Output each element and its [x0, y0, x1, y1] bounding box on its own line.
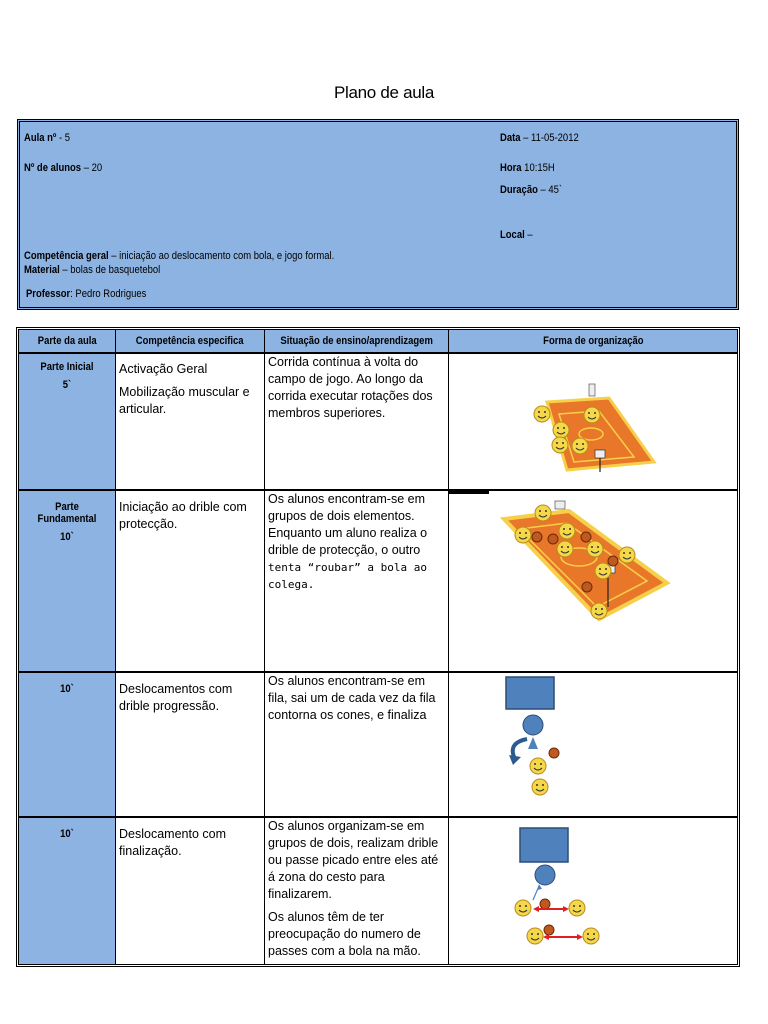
hoop-icon: [535, 865, 555, 885]
header-part: Parte da aula: [19, 330, 116, 354]
lesson-location: Local –: [500, 229, 533, 241]
backboard-top: [555, 501, 565, 509]
teacher: Professor: Pedro Rodrigues: [26, 288, 147, 300]
passing-drill-diagram: [449, 818, 737, 964]
row4-organization: [449, 818, 737, 964]
material: Material – bolas de basquetebol: [24, 264, 161, 276]
lesson-plan-table: [16, 327, 740, 967]
row2-part: Parte Fundamental 10`: [19, 491, 116, 673]
row1-competence: Activação Geral Mobilização muscular e articular.: [116, 354, 265, 491]
student-count: Nº de alunos – 20: [24, 162, 103, 174]
passing-pairs: [515, 899, 599, 944]
student-queue: [530, 758, 548, 795]
backboard-icon: [520, 828, 568, 862]
row3-part: 10`: [19, 673, 116, 818]
row1-organization: [449, 354, 737, 491]
court-warmup-diagram: [449, 354, 737, 491]
row1-situation: Corrida contínua à volta do campo de jogo. Ao longo da corrida executar rotações dos membros superiores.: [265, 354, 449, 491]
header-organization: Forma de organização: [449, 330, 737, 354]
lesson-number: Aula nº - 5: [24, 132, 71, 144]
row2-situation-mono: tenta “roubar” a bola ao colega.: [268, 561, 427, 591]
hoop-icon: [523, 715, 543, 735]
header-competence: Competência especifica: [116, 330, 265, 354]
lesson-info-box: [17, 119, 739, 310]
row3-situation: Os alunos encontram-se em fila, sai um de cada vez da fila contorna os cones, e finaliza: [265, 673, 449, 818]
lesson-duration: Duração – 45`: [500, 184, 563, 196]
ball-icon: [549, 748, 559, 758]
lesson-time: Hora 10:15H: [500, 162, 555, 174]
general-competence: Competência geral – iniciação ao deslocamento com bola, e jogo formal.: [24, 250, 335, 262]
cone-icon: [528, 737, 538, 749]
row2-situation: Os alunos encontram-se em grupos de dois elementos. Enquanto um aluno realiza o drible de protecção, o outro tenta “roubar” a bola ao colega.: [265, 491, 449, 673]
row2-organization: [449, 491, 737, 673]
header-situation: Situação de ensino/aprendizagem: [265, 330, 449, 354]
document-title: Plano de aula: [333, 83, 435, 102]
row4-situation: Os alunos organizam-se em grupos de dois, realizam drible ou passe picado entre eles até á zona do cesto para finalizarem. Os alunos têm de ter preocupação do numero de passes com a bola na mão.: [265, 818, 449, 964]
backboard-bottom: [595, 450, 605, 458]
row2-competence: Iniciação ao drible com protecção.: [116, 491, 265, 673]
backboard-top: [589, 384, 595, 396]
row3-organization: [449, 673, 737, 818]
court-pairs-diagram: [449, 491, 737, 673]
row4-part: 10`: [19, 818, 116, 964]
row1-part: Parte Inicial 5`: [19, 354, 116, 491]
row4-competence: Deslocamento com finalização.: [116, 818, 265, 964]
row3-competence: Deslocamentos com drible progressão.: [116, 673, 265, 818]
cone-drill-diagram: [449, 673, 737, 818]
lesson-date: Data – 11-05-2012: [500, 132, 579, 144]
backboard-icon: [506, 677, 554, 709]
